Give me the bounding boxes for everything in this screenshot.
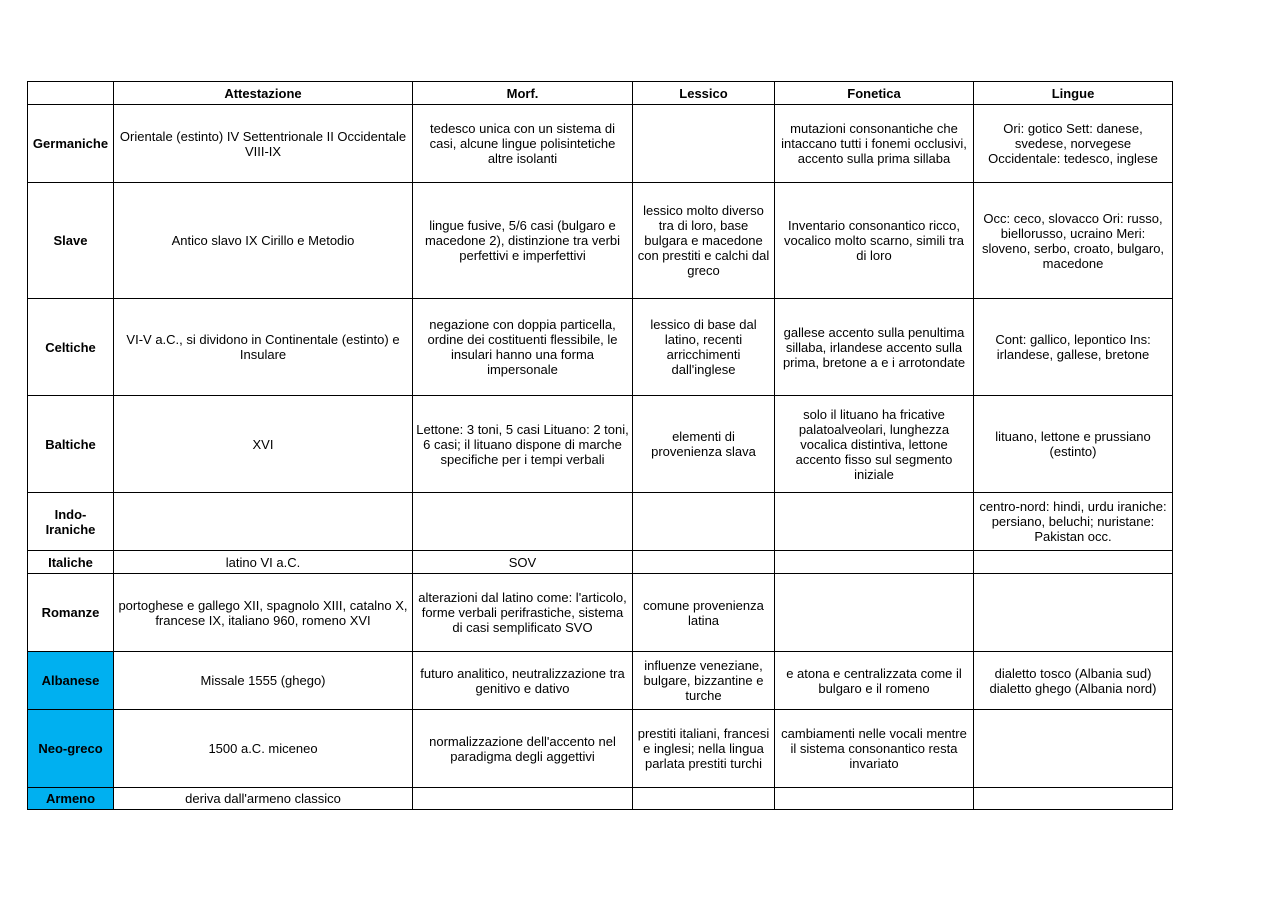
row-header: Neo-greco [28, 710, 114, 788]
cell-lessico: elementi di provenienza slava [633, 396, 775, 493]
cell-lingue: dialetto tosco (Albania sud) dialetto ghego (Albania nord) [974, 652, 1173, 710]
table-row-neo-greco [28, 710, 1173, 788]
table-row-italiche [28, 551, 1173, 574]
cell-lingue [974, 710, 1173, 788]
header-cell-lessico: Lessico [633, 82, 775, 105]
header-row [28, 82, 1173, 105]
cell-fonetica: mutazioni consonantiche che intaccano tutti i fonemi occlusivi, accento sulla prima sillaba [775, 105, 974, 183]
cell-lessico: comune provenienza latina [633, 574, 775, 652]
table-row-indo-iraniche [28, 493, 1173, 551]
cell-morf: tedesco unica con un sistema di casi, alcune lingue polisintetiche altre isolanti [413, 105, 633, 183]
cell-fonetica [775, 493, 974, 551]
cell-morf: futuro analitico, neutralizzazione tra genitivo e dativo [413, 652, 633, 710]
cell-fonetica [775, 788, 974, 810]
table-row-armeno [28, 788, 1173, 810]
header-cell-morf: Morf. [413, 82, 633, 105]
cell-morf: alterazioni dal latino come: l'articolo, forme verbali perifrastiche, sistema di casi semplificato SVO [413, 574, 633, 652]
table-row-romanze [28, 574, 1173, 652]
cell-fonetica: Inventario consonantico ricco, vocalico molto scarno, simili tra di loro [775, 183, 974, 299]
cell-lessico [633, 788, 775, 810]
cell-lessico [633, 105, 775, 183]
row-header: Romanze [28, 574, 114, 652]
cell-attestazione: portoghese e gallego XII, spagnolo XIII, catalno X, francese IX, italiano 960, romeno XVI [114, 574, 413, 652]
cell-fonetica: gallese accento sulla penultima sillaba, irlandese accento sulla prima, bretone a e i arrotondate [775, 299, 974, 396]
cell-fonetica: cambiamenti nelle vocali mentre il sistema consonantico resta invariato [775, 710, 974, 788]
row-header: Indo-Iraniche [28, 493, 114, 551]
cell-lessico [633, 551, 775, 574]
cell-morf: SOV [413, 551, 633, 574]
cell-attestazione: VI-V a.C., si dividono in Continentale (estinto) e Insulare [114, 299, 413, 396]
cell-lessico: influenze veneziane, bulgare, bizzantine e turche [633, 652, 775, 710]
cell-morf: lingue fusive, 5/6 casi (bulgaro e macedone 2), distinzione tra verbi perfettivi e imperfettivi [413, 183, 633, 299]
cell-lingue: Cont: gallico, lepontico Ins: irlandese, gallese, bretone [974, 299, 1173, 396]
cell-attestazione: deriva dall'armeno classico [114, 788, 413, 810]
row-header: Italiche [28, 551, 114, 574]
cell-attestazione [114, 493, 413, 551]
header-cell-fonetica: Fonetica [775, 82, 974, 105]
table-row-celtiche [28, 299, 1173, 396]
cell-morf: negazione con doppia particella, ordine dei costituenti flessibile, le insulari hanno una forma impersonale [413, 299, 633, 396]
cell-morf: normalizzazione dell'accento nel paradigma degli aggettivi [413, 710, 633, 788]
cell-lingue: Ori: gotico Sett: danese, svedese, norvegese Occidentale: tedesco, inglese [974, 105, 1173, 183]
header-cell-corner [28, 82, 114, 105]
cell-lingue: centro-nord: hindi, urdu iraniche: persiano, beluchi; nuristane: Pakistan occ. [974, 493, 1173, 551]
cell-lingue [974, 551, 1173, 574]
row-header: Armeno [28, 788, 114, 810]
cell-attestazione: XVI [114, 396, 413, 493]
row-header: Baltiche [28, 396, 114, 493]
cell-lessico: lessico molto diverso tra di loro, base bulgara e macedone con prestiti e calchi dal greco [633, 183, 775, 299]
cell-attestazione: Orientale (estinto) IV Settentrionale II Occidentale VIII-IX [114, 105, 413, 183]
table-row-germaniche [28, 105, 1173, 183]
row-header: Albanese [28, 652, 114, 710]
table-row-slave [28, 183, 1173, 299]
language-families-table [27, 81, 1173, 810]
cell-lessico: prestiti italiani, francesi e inglesi; nella lingua parlata prestiti turchi [633, 710, 775, 788]
cell-lessico [633, 493, 775, 551]
table-row-albanese [28, 652, 1173, 710]
cell-morf: Lettone: 3 toni, 5 casi Lituano: 2 toni, 6 casi; il lituano dispone di marche specifiche per i tempi verbali [413, 396, 633, 493]
header-cell-lingue: Lingue [974, 82, 1173, 105]
header-cell-attestazione: Attestazione [114, 82, 413, 105]
cell-fonetica [775, 551, 974, 574]
row-header: Germaniche [28, 105, 114, 183]
cell-fonetica [775, 574, 974, 652]
cell-attestazione: 1500 a.C. miceneo [114, 710, 413, 788]
row-header: Slave [28, 183, 114, 299]
cell-attestazione: Missale 1555 (ghego) [114, 652, 413, 710]
cell-lingue: Occ: ceco, slovacco Ori: russo, biellorusso, ucraino Meri: sloveno, serbo, croato, bulgaro, macedone [974, 183, 1173, 299]
cell-morf [413, 788, 633, 810]
cell-lingue: lituano, lettone e prussiano (estinto) [974, 396, 1173, 493]
cell-fonetica: solo il lituano ha fricative palatoalveolari, lunghezza vocalica distintiva, lettone accento fisso sul segmento iniziale [775, 396, 974, 493]
cell-lingue [974, 574, 1173, 652]
cell-morf [413, 493, 633, 551]
cell-fonetica: e atona e centralizzata come il bulgaro e il romeno [775, 652, 974, 710]
cell-lingue [974, 788, 1173, 810]
table-row-baltiche [28, 396, 1173, 493]
cell-attestazione: latino VI a.C. [114, 551, 413, 574]
cell-attestazione: Antico slavo IX Cirillo e Metodio [114, 183, 413, 299]
cell-lessico: lessico di base dal latino, recenti arricchimenti dall'inglese [633, 299, 775, 396]
row-header: Celtiche [28, 299, 114, 396]
